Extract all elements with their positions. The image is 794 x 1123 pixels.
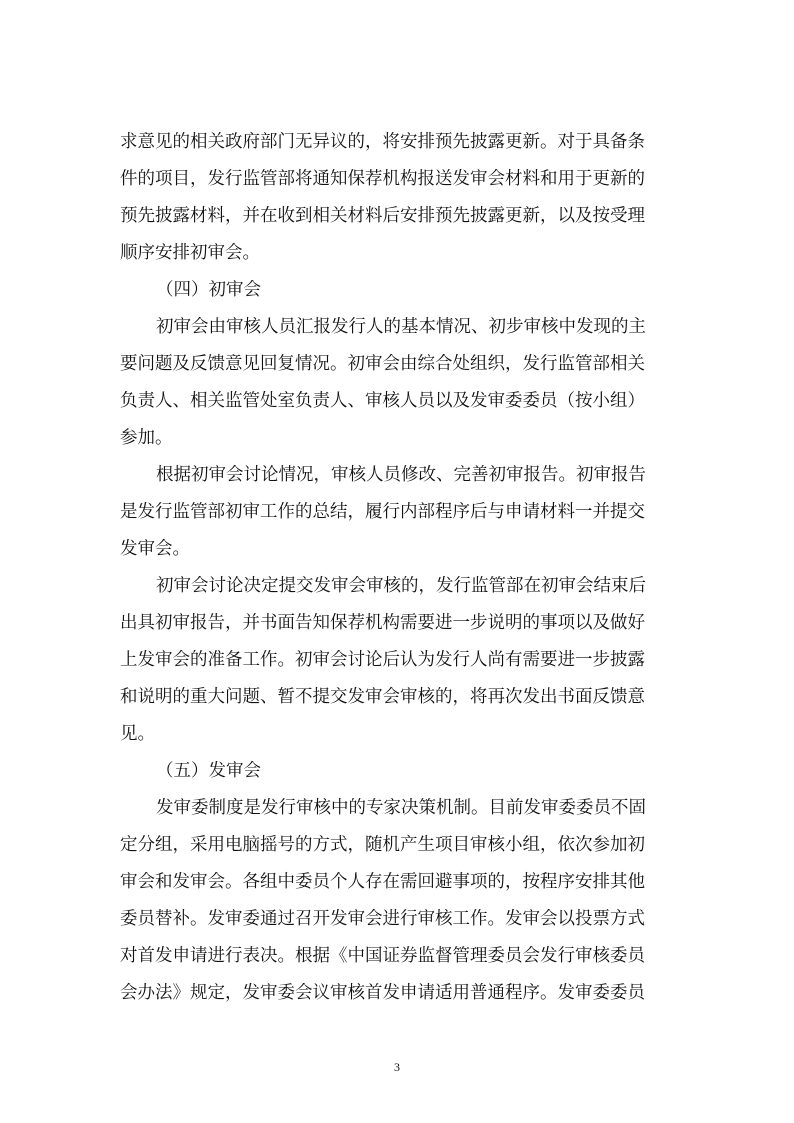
- page-number: 3: [394, 1060, 400, 1074]
- text-line: 对首发申请进行表决。根据《中国证券监督管理委员会发行审核委员: [120, 946, 645, 966]
- paragraph-continued: [120, 124, 676, 272]
- text-line: 负责人、相关监管处室负责人、审核人员以及发审委委员（按小组）: [120, 391, 645, 411]
- text-line: 出具初审报告，并书面告知保荐机构需要进一步说明的事项以及做好: [120, 613, 645, 633]
- section-heading-issuance-review: （五）发审会: [156, 761, 261, 781]
- text-line: 顺序安排初审会。: [120, 243, 260, 263]
- text-line: 和说明的重大问题、暂不提交发审会审核的，将再次发出书面反馈意: [120, 687, 645, 707]
- paragraph: [120, 457, 676, 568]
- section-heading-initial-review: （四）初审会: [156, 280, 261, 300]
- text-line: 定分组，采用电脑摇号的方式，随机产生项目审核小组，依次参加初: [120, 835, 645, 855]
- paragraph: [120, 790, 676, 1012]
- text-line: 委员替补。发审委通过召开发审会进行审核工作。发审会以投票方式: [120, 909, 645, 929]
- text-line: 根据初审会讨论情况，审核人员修改、完善初审报告。初审报告: [156, 465, 646, 485]
- page-body: [120, 124, 676, 1012]
- text-line: 参加。: [120, 428, 173, 448]
- paragraph: [120, 309, 676, 457]
- text-line: 见。: [120, 724, 155, 744]
- text-line: 初审会由审核人员汇报发行人的基本情况、初步审核中发现的主: [156, 317, 646, 337]
- text-line: 会办法》规定，发审委会议审核首发申请适用普通程序。发审委委员: [120, 983, 645, 1003]
- text-line: 是发行监管部初审工作的总结，履行内部程序后与申请材料一并提交: [120, 502, 645, 522]
- text-line: 件的项目，发行监管部将通知保荐机构报送发审会材料和用于更新的: [120, 169, 645, 189]
- text-line: 发审委制度是发行审核中的专家决策机制。目前发审委委员不固: [156, 798, 646, 818]
- text-line: 求意见的相关政府部门无异议的，将安排预先披露更新。对于具备条: [120, 132, 645, 152]
- text-line: 审会和发审会。各组中委员个人存在需回避事项的，按程序安排其他: [120, 872, 645, 892]
- text-line: 预先披露材料，并在收到相关材料后安排预先披露更新，以及按受理: [120, 206, 645, 226]
- text-line: 发审会。: [120, 539, 190, 559]
- text-line: 要问题及反馈意见回复情况。初审会由综合处组织，发行监管部相关: [120, 354, 645, 374]
- text-line: 初审会讨论决定提交发审会审核的，发行监管部在初审会结束后: [156, 576, 646, 596]
- text-line: 上发审会的准备工作。初审会讨论后认为发行人尚有需要进一步披露: [120, 650, 645, 670]
- paragraph: [120, 568, 676, 753]
